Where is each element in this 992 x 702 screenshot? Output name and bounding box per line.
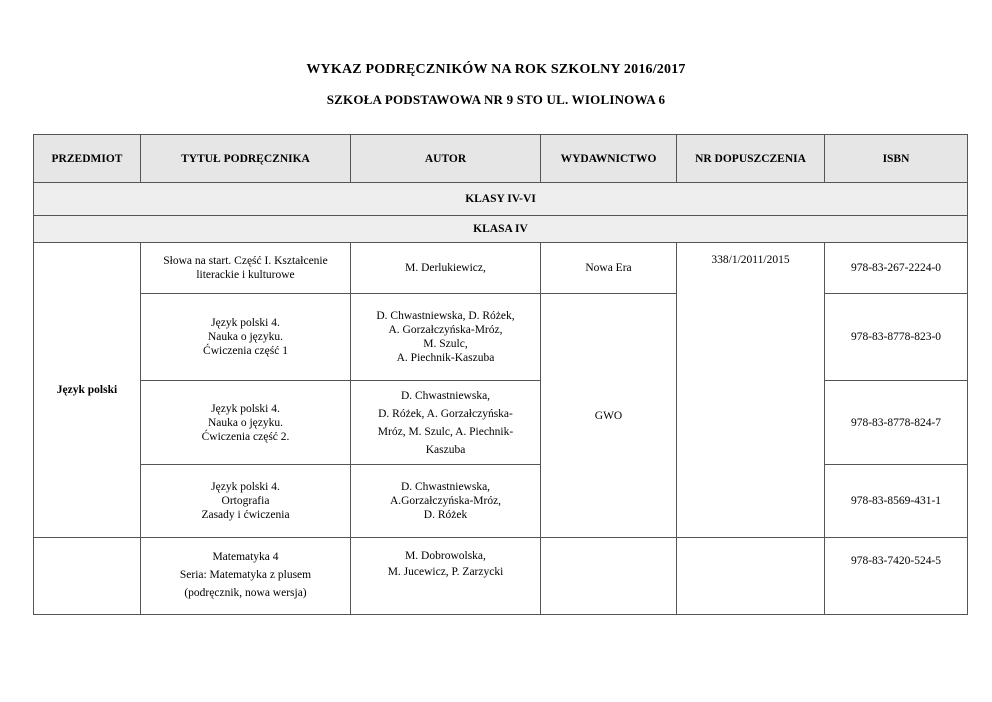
section-classes: KLASY IV-VI	[34, 183, 968, 216]
header-subject: PRZEDMIOT	[34, 135, 141, 183]
book-title: Matematyka 4 Seria: Matematyka z plusem (podręcznik, nowa wersja)	[141, 538, 351, 615]
document-subtitle: SZKOŁA PODSTAWOWA NR 9 STO UL. WIOLINOWA 6	[326, 92, 666, 107]
approval-number	[677, 538, 825, 615]
textbook-table	[33, 134, 968, 615]
approval-number: 338/1/2011/2015	[677, 243, 825, 538]
subsection-row	[34, 216, 968, 243]
book-publisher	[541, 538, 677, 615]
table-row	[34, 465, 968, 538]
header-row	[34, 135, 968, 183]
subject-cell	[34, 538, 141, 615]
book-isbn: 978-83-8778-824-7	[825, 381, 968, 465]
book-author: M. Dobrowolska, M. Jucewicz, P. Zarzycki	[351, 538, 541, 615]
table-row	[34, 538, 968, 615]
book-title: Język polski 4. Ortografia Zasady i ćwiczenia	[141, 465, 351, 538]
book-isbn: 978-83-7420-524-5	[825, 538, 968, 615]
document-title: WYKAZ PODRĘCZNIKÓW NA ROK SZKOLNY 2016/2017	[306, 62, 686, 77]
section-row	[34, 183, 968, 216]
book-isbn: 978-83-8778-823-0	[825, 294, 968, 381]
header-title: TYTUŁ PODRĘCZNIKA	[141, 135, 351, 183]
subsection-class: KLASA IV	[34, 216, 968, 243]
book-author: D. Chwastniewska, D. Różek, A. Gorzałczyńska- Mróz, M. Szulc, A. Piechnik- Kaszuba	[351, 381, 541, 465]
book-author: D. Chwastniewska, D. Różek, A. Gorzałczyńska-Mróz, M. Szulc, A. Piechnik-Kaszuba	[351, 294, 541, 381]
table-row	[34, 294, 968, 381]
book-isbn: 978-83-8569-431-1	[825, 465, 968, 538]
book-title: Język polski 4. Nauka o języku. Ćwiczenia część 1	[141, 294, 351, 381]
header-author: AUTOR	[351, 135, 541, 183]
subject-cell: Język polski	[34, 243, 141, 538]
book-title: Język polski 4. Nauka o języku. Ćwiczenia część 2.	[141, 381, 351, 465]
book-author: M. Derlukiewicz,	[351, 243, 541, 294]
header-approval-number: NR DOPUSZCZENIA	[677, 135, 825, 183]
book-publisher: GWO	[541, 294, 677, 538]
table-row	[34, 243, 968, 294]
book-title: Słowa na start. Część I. Kształcenie literackie i kulturowe	[141, 243, 351, 294]
book-isbn: 978-83-267-2224-0	[825, 243, 968, 294]
book-author: D. Chwastniewska, A.Gorzałczyńska-Mróz, D. Różek	[351, 465, 541, 538]
header-publisher: WYDAWNICTWO	[541, 135, 677, 183]
book-publisher: Nowa Era	[541, 243, 677, 294]
header-isbn: ISBN	[825, 135, 968, 183]
table-row	[34, 381, 968, 465]
